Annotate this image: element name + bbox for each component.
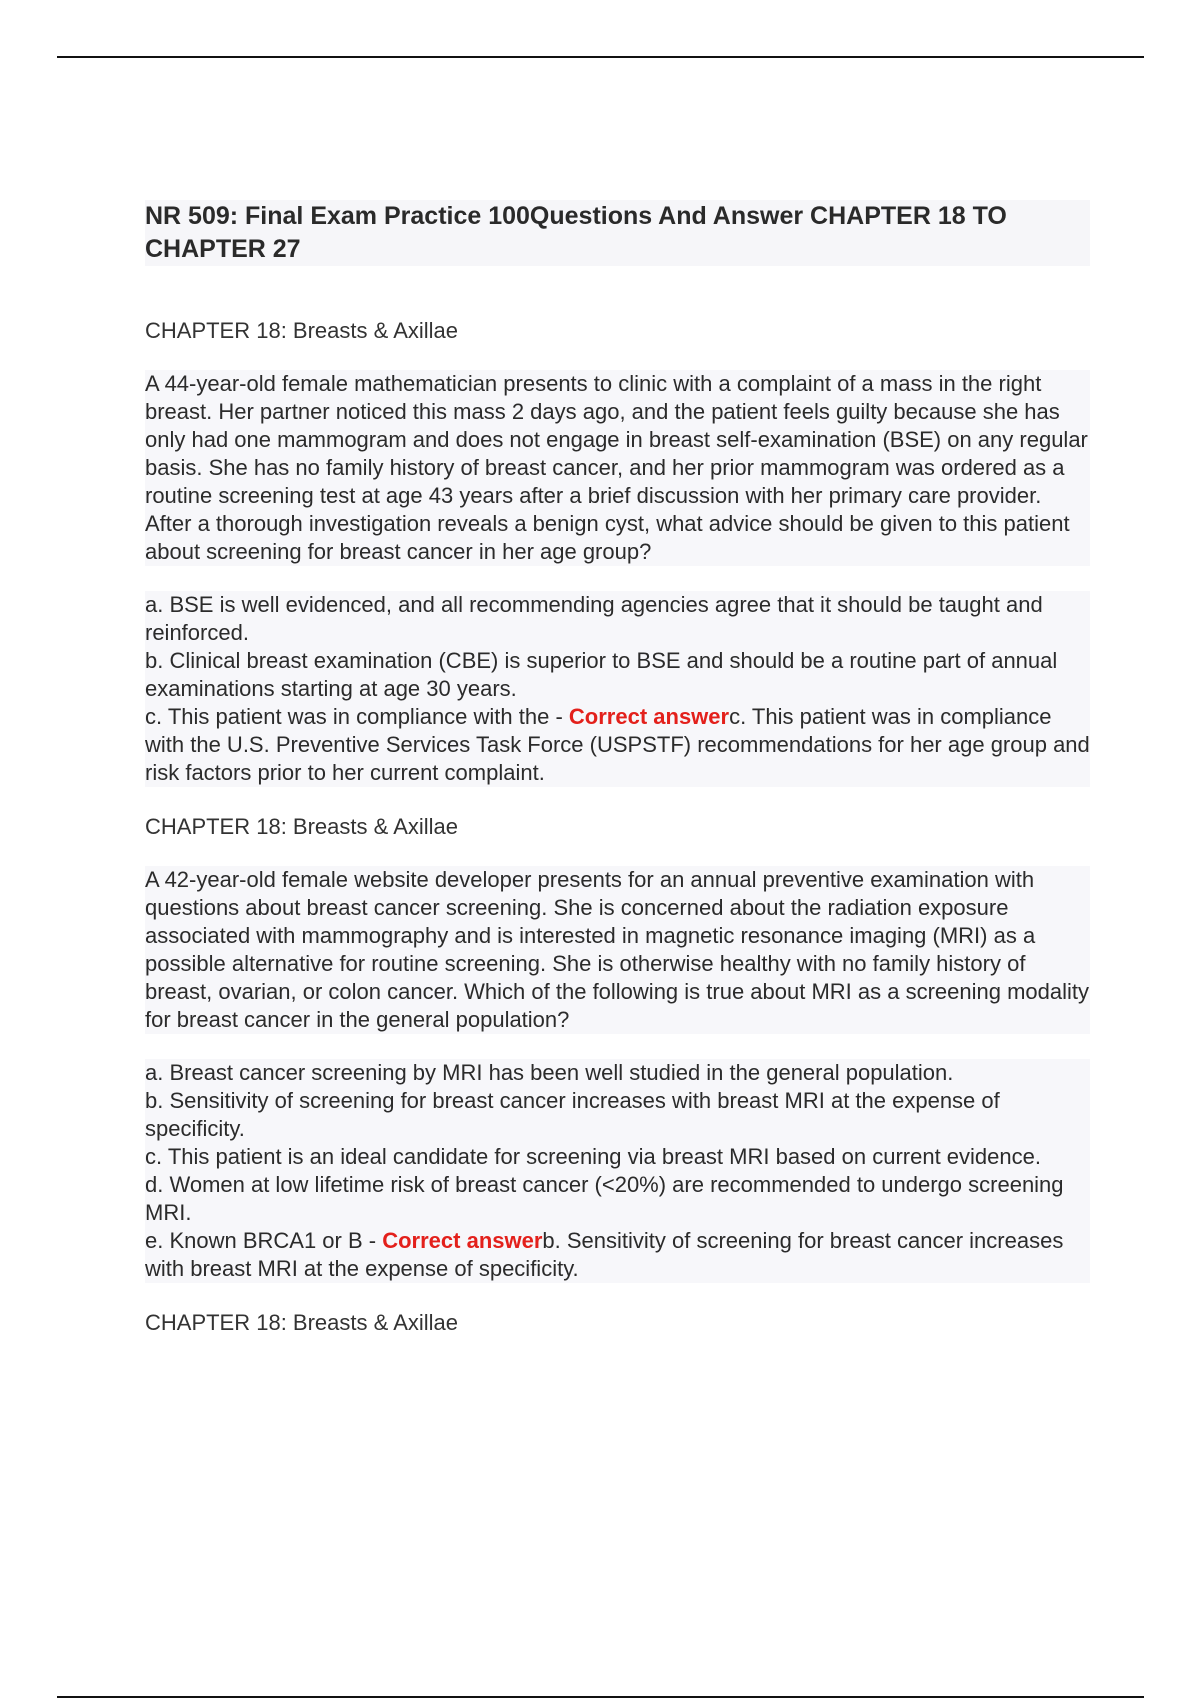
question-stem: A 44-year-old female mathematician presents to clinic with a complaint of a mass in the right breast. Her partner noticed this mass 2 days ago, and the patient feels guilty because she has only had one mammogram and does not engage in breast self-examination (BSE) on any regular basis. She has no family history of breast cancer, and her prior mammogram was ordered as a routine screening test at age 43 years after a brief discussion with her primary care provider. After a thorough investigation reveals a benign cyst, what advice should be given to this patient about screening for breast cancer in her age group?: [145, 370, 1090, 566]
correct-answer-text: c. This patient was in compliance with the U.S. Preventive Services Task Force (USPSTF) recommendations for her age group and risk factors prior to her current complaint.: [145, 704, 1090, 785]
answer-option-c: c. This patient is an ideal candidate for screening via breast MRI based on current evidence.: [145, 1144, 1041, 1169]
answer-option-b: b. Clinical breast examination (CBE) is superior to BSE and should be a routine part of annual examinations starting at age 30 years.: [145, 648, 1058, 701]
document-title: NR 509: Final Exam Practice 100Questions And Answer CHAPTER 18 TO CHAPTER 27: [145, 200, 1090, 266]
answer-options: [145, 591, 1090, 787]
answer-option-last: [145, 1227, 1090, 1283]
chapter-heading-next: CHAPTER 18: Breasts & Axillae: [145, 1310, 459, 1335]
answer-option-last: [145, 703, 1090, 787]
answer-option-d: d. Women at low lifetime risk of breast cancer (<20%) are recommended to undergo screening MRI.: [145, 1172, 1064, 1225]
bottom-rule: [57, 1696, 1144, 1698]
chapter-heading: CHAPTER 18: Breasts & Axillae: [145, 318, 459, 343]
correct-answer-text: b. Sensitivity of screening for breast cancer increases with breast MRI at the expense of specificity.: [145, 1228, 1064, 1281]
page-content: [145, 200, 1090, 1337]
answer-options: [145, 1059, 1090, 1283]
question-stem: A 42-year-old female website developer presents for an annual preventive examination with questions about breast cancer screening. She is concerned about the radiation exposure associated with mammography and is interested in magnetic resonance imaging (MRI) as a possible alternative for routine screening. She is otherwise healthy with no family history of breast, ovarian, or colon cancer. Which of the following is true about MRI as a screening modality for breast cancer in the general population?: [145, 867, 1090, 1032]
correct-answer-label: Correct answer: [568, 704, 730, 729]
question-1: [145, 317, 1090, 787]
option-prefix: c. This patient was in compliance with the -: [145, 704, 569, 729]
answer-option-b: b. Sensitivity of screening for breast cancer increases with breast MRI at the expense of specificity.: [145, 1088, 1000, 1141]
option-prefix: e. Known BRCA1 or B -: [145, 1228, 383, 1253]
correct-answer-label: Correct answer: [382, 1228, 543, 1253]
chapter-heading: CHAPTER 18: Breasts & Axillae: [145, 814, 459, 839]
answer-option-a: a. BSE is well evidenced, and all recommending agencies agree that it should be taught and reinforced.: [145, 592, 1043, 645]
question-2: [145, 813, 1090, 1283]
top-rule: [57, 56, 1144, 58]
answer-option-a: a. Breast cancer screening by MRI has been well studied in the general population.: [145, 1060, 954, 1085]
